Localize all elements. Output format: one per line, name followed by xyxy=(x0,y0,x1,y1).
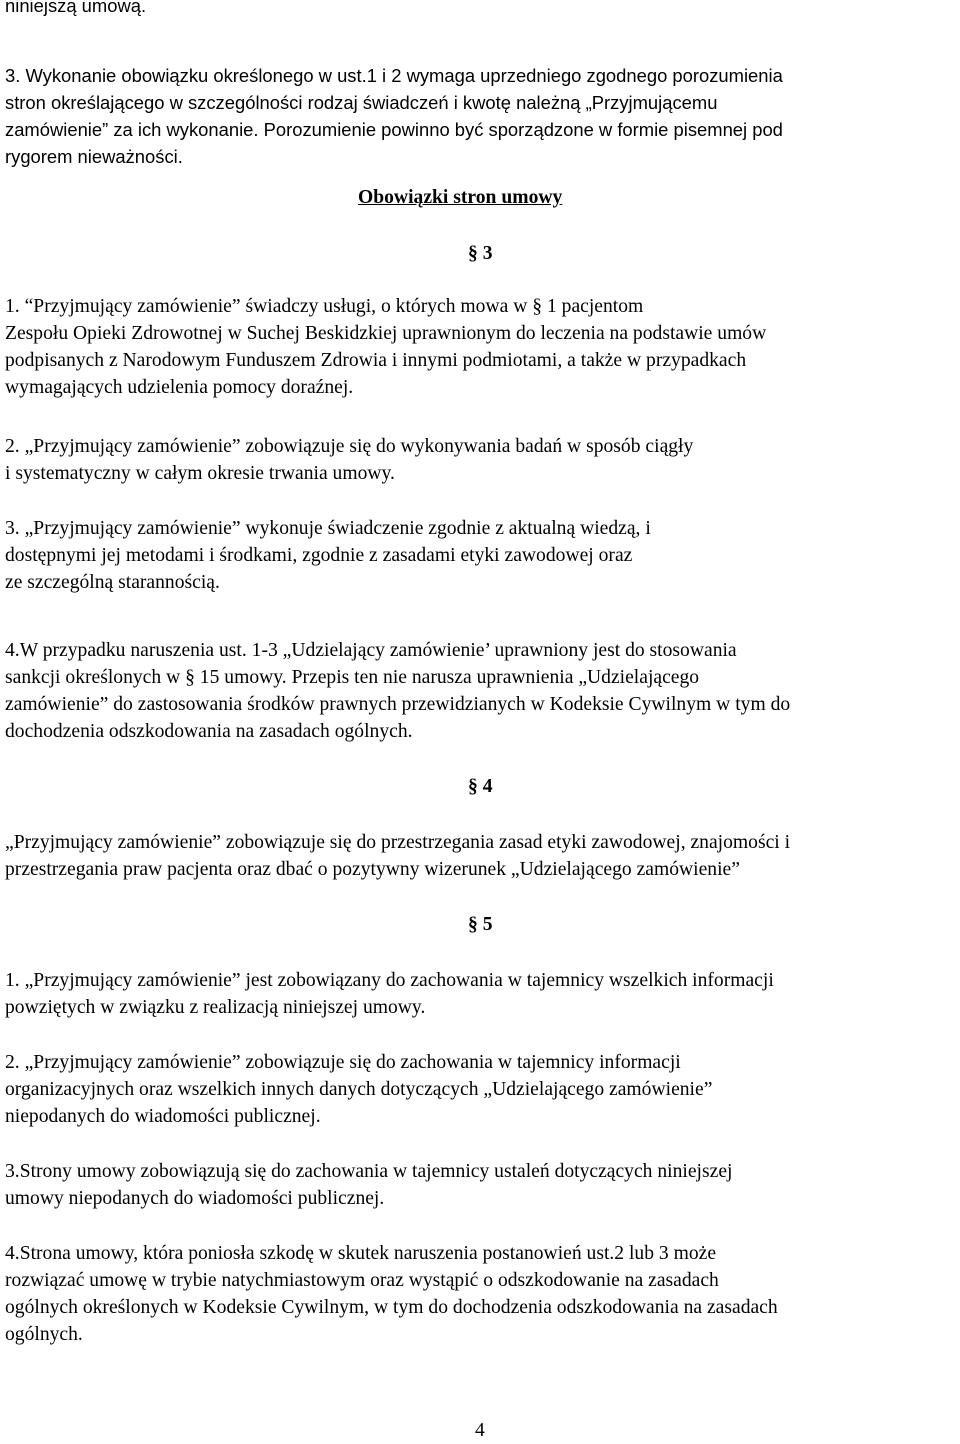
text-line: stron określającego w szczególności rodzaj świadczeń i kwotę należną „Przyjmującemu xyxy=(5,92,718,113)
text-line: niniejszą umową. xyxy=(5,0,147,16)
text-line: ogólnych. xyxy=(5,1324,83,1345)
text-line: 2. „Przyjmujący zamówienie” zobowiązuje się do zachowania w tajemnicy informacji xyxy=(5,1052,681,1073)
text-line: 3. „Przyjmujący zamówienie” wykonuje świadczenie zgodnie z aktualną wiedzą, i xyxy=(5,518,651,539)
text-line: umowy niepodanych do wiadomości publicznej. xyxy=(5,1188,385,1209)
text-line: 4.W przypadku naruszenia ust. 1-3 „Udzielający zamówienie’ uprawniony jest do stosowania xyxy=(5,640,737,661)
text-line: zamówienie” do zastosowania środków prawnych przewidzianych w Kodeksie Cywilnym w tym do xyxy=(5,694,791,715)
text-line: przestrzegania praw pacjenta oraz dbać o pozytywny wizerunek „Udzielającego zamówienie” xyxy=(5,859,740,880)
paragraph-heading: § 3 xyxy=(468,243,493,264)
text-line: 3. Wykonanie obowiązku określonego w ust.1 i 2 wymaga uprzedniego zgodnego porozumienia xyxy=(5,65,783,86)
text-line: wymagających udzielenia pomocy doraźnej. xyxy=(5,377,354,398)
text-line: ogólnych określonych w Kodeksie Cywilnym, w tym do dochodzenia odszkodowania na zasadach xyxy=(5,1297,778,1318)
text-line: powziętych w związku z realizacją niniejszej umowy. xyxy=(5,997,426,1018)
paragraph-heading: § 5 xyxy=(468,914,493,935)
text-line: niepodanych do wiadomości publicznej. xyxy=(5,1106,321,1127)
text-line: rygorem nieważności. xyxy=(5,146,183,167)
section-heading: Obowiązki stron umowy xyxy=(358,187,563,208)
text-line: organizacyjnych oraz wszelkich innych danych dotyczących „Udzielającego zamówienie” xyxy=(5,1079,713,1100)
text-line: Zespołu Opieki Zdrowotnej w Suchej Beskidzkiej uprawnionym do leczenia na podstawie umów xyxy=(5,323,767,344)
text-line: 1. “Przyjmujący zamówienie” świadczy usługi, o których mowa w § 1 pacjentom xyxy=(5,296,644,317)
text-line: „Przyjmujący zamówienie” zobowiązuje się do przestrzegania zasad etyki zawodowej, znajomości i xyxy=(5,832,791,853)
text-line: dochodzenia odszkodowania na zasadach ogólnych. xyxy=(5,721,413,742)
text-line: rozwiązać umowę w trybie natychmiastowym oraz wystąpić o odszkodowanie na zasadach xyxy=(5,1270,719,1291)
text-line: zamówienie” za ich wykonanie. Porozumienie powinno być sporządzone w formie pisemnej pod xyxy=(5,119,783,140)
text-line: i systematyczny w całym okresie trwania umowy. xyxy=(5,463,395,484)
text-line: sankcji określonych w § 15 umowy. Przepis ten nie narusza uprawnienia „Udzielającego xyxy=(5,667,700,688)
text-line: dostępnymi jej metodami i środkami, zgodnie z zasadami etyki zawodowej oraz xyxy=(5,545,633,566)
page-number: 4 xyxy=(475,1420,485,1441)
paragraph-heading: § 4 xyxy=(468,776,493,797)
text-line: ze szczególną starannością. xyxy=(5,572,220,593)
text-line: 4.Strona umowy, która poniosła szkodę w skutek naruszenia postanowień ust.2 lub 3 może xyxy=(5,1243,717,1264)
text-line: 2. „Przyjmujący zamówienie” zobowiązuje się do wykonywania badań w sposób ciągły xyxy=(5,436,694,457)
text-line: 1. „Przyjmujący zamówienie” jest zobowiązany do zachowania w tajemnicy wszelkich informacji xyxy=(5,970,774,991)
text-line: 3.Strony umowy zobowiązują się do zachowania w tajemnicy ustaleń dotyczących niniejszej xyxy=(5,1161,733,1182)
text-line: podpisanych z Narodowym Funduszem Zdrowia i innymi podmiotami, a także w przypadkach xyxy=(5,350,747,371)
